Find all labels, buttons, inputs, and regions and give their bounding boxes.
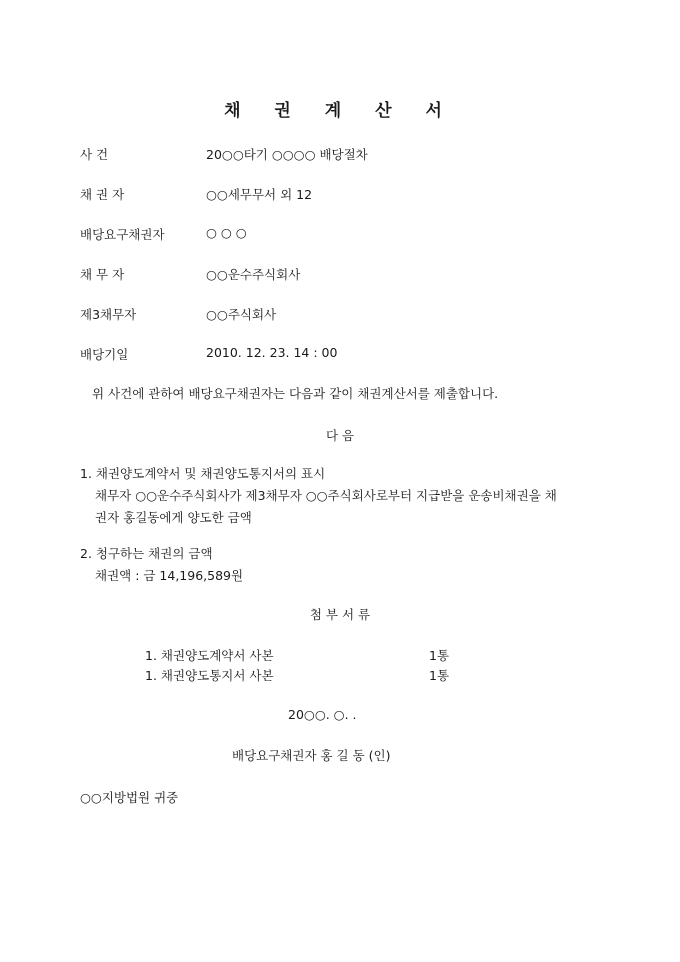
intro-paragraph: 위 사건에 관하여 배당요구채권자는 다음과 같이 채권계산서를 제출합니다. bbox=[92, 386, 499, 401]
field-value-third-debtor: ○○주식회사 bbox=[206, 307, 277, 322]
section2-heading: 2. 청구하는 채권의 금액 bbox=[80, 546, 213, 561]
field-label-claimant: 배당요구채권자 bbox=[80, 227, 165, 242]
field-label-distribution-date: 배당기일 bbox=[80, 347, 129, 362]
section1-heading: 1. 채권양도계약서 및 채권양도통지서의 표시 bbox=[80, 466, 326, 481]
field-value-case: 20○○타기 ○○○○ 배당절차 bbox=[206, 147, 368, 162]
attachments-heading: 첨 부 서 류 bbox=[309, 607, 371, 622]
signature-line: 배당요구채권자 홍 길 동 (인) bbox=[232, 748, 391, 763]
section2-line1: 채권액 : 금 14,196,589원 bbox=[95, 568, 244, 583]
section1-line1: 채무자 ○○운수주식회사가 제3채무자 ○○주식회사로부터 지급받을 운송비채권을 채 bbox=[95, 488, 557, 503]
attachment-qty-1: 1통 bbox=[429, 648, 450, 663]
field-value-distribution-date: 2010. 12. 23. 14 : 00 bbox=[206, 345, 338, 360]
field-label-creditor: 채 권 자 bbox=[80, 187, 125, 202]
field-label-case: 사 건 bbox=[80, 147, 109, 162]
document-title: 채 권 계 산 서 bbox=[224, 101, 456, 121]
field-label-third-debtor: 제3채무자 bbox=[80, 307, 137, 322]
attachment-item-1: 1. 채권양도계약서 사본 bbox=[145, 648, 274, 663]
attachment-qty-2: 1통 bbox=[429, 668, 450, 683]
next-heading: 다 음 bbox=[325, 428, 355, 443]
field-value-claimant: ○ ○ ○ bbox=[206, 225, 247, 240]
submission-date: 20○○. ○. . bbox=[288, 707, 357, 722]
section1-line2: 권자 홍길동에게 양도한 금액 bbox=[95, 510, 252, 525]
court-addressee: ○○지방법원 귀중 bbox=[80, 790, 179, 805]
field-value-creditor: ○○세무무서 외 12 bbox=[206, 187, 313, 202]
field-label-debtor: 채 무 자 bbox=[80, 267, 125, 282]
attachment-item-2: 1. 채권양도통지서 사본 bbox=[145, 668, 274, 683]
field-value-debtor: ○○운수주식회사 bbox=[206, 267, 301, 282]
